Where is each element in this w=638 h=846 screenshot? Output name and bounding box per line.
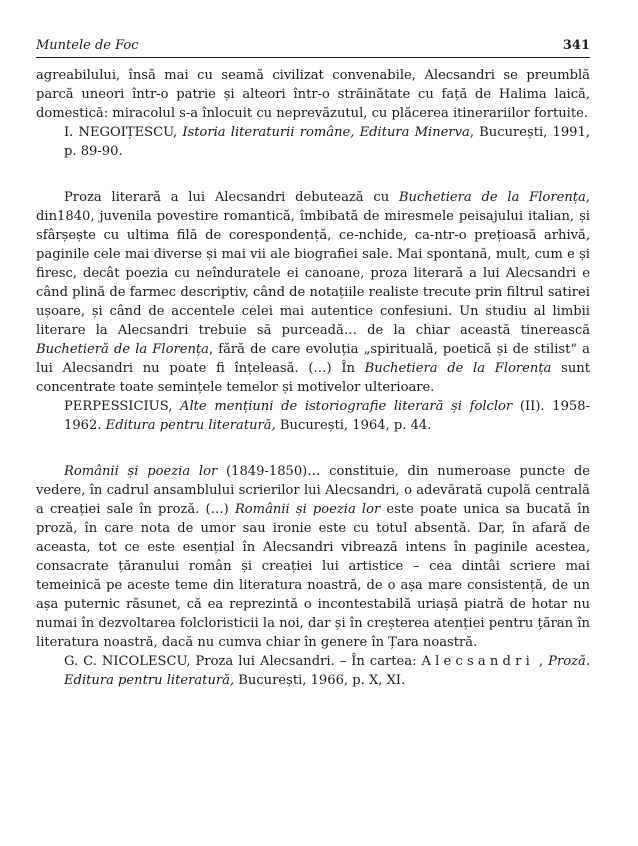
paragraph-text: sunt concentrate toate semințele temelor și motivelor ulterioare.	[36, 361, 590, 395]
book-title: Buchetiera de la Florența	[398, 190, 586, 205]
section-gap	[36, 161, 590, 188]
paragraph-text: Proza literară a lui Alecsandri debutează cu	[64, 190, 399, 205]
running-title: Muntele de Foc	[36, 38, 139, 53]
page	[36, 38, 590, 690]
section-gap	[36, 435, 590, 462]
page-number: 341	[562, 38, 590, 53]
citation-details: București, 1966, p. X, XI.	[234, 673, 406, 688]
paragraph-continuation	[36, 66, 590, 123]
citation-details: (II). 1958-1962.	[64, 399, 590, 433]
citation-publisher: Editura pentru literatură,	[64, 673, 235, 688]
citation-details: , București, 1991, p. 89-90.	[64, 125, 590, 159]
book-title: Buchetiera de la Florența	[364, 361, 552, 376]
paragraph-nicolescu	[36, 462, 590, 652]
citation-work: Alte mențiuni de istoriografie literară și folclor	[180, 399, 513, 414]
book-title: Românii și poezia lor	[64, 464, 218, 479]
paragraph-perpessicius	[36, 188, 590, 397]
book-title: Românii și poezia lor	[234, 502, 381, 517]
citation-perpessicius	[36, 397, 590, 435]
paragraph-text: agreabilului, însă mai cu seamă civilizat convenabile, Alecsandri se preumblă parcă uneori într-o patrie și alteori într-o străinătate cu față de Halima laică, domestică: miracolul s-a înlocuit cu neprevăzutul, cu plăcerea itinerariilor fortuite.	[36, 68, 590, 121]
citation-separator: ,	[533, 654, 549, 669]
citation-author: I. NEGOIȚESCU,	[64, 125, 183, 140]
citation-book: Proză	[548, 654, 586, 669]
paragraph-text: este poate unica sa bucată în proză, în care nota de umor sau ironie este cu totul absentă. Dar, în afară de aceasta, tot ce este esențial în Alecsandri vibrează intens în paginile acestea, consacrate țăranului român și creației lui artistice – cea dintâi scriere mai temeinică pe aceste teme din literatura noastră, de o așa mare consistență, de un așa puternic răsunet, că ea reprezintă o incontestabilă uriașă piatră de hotar nu numai în dezvoltarea folcloristicii la noi, dar și în creșterea atenției pentru țăran în literatura noastră, dacă nu cumva chiar în genere în Țara noastră.	[36, 502, 590, 650]
page-body	[36, 66, 590, 690]
paragraph-text: , din1840, juvenila povestire romantică, îmbibată de miresmele peisajului italian, și sfârșește cu ultima filă de corespondență, ce-nchide, ca-ntr-o prețioasă arhivă, paginile cele mai diverse și mai vii ale biografiei sale. Mai spontană, mult, cum e și firesc, decât poezia cu neînduratele ei canoane, proza literară a lui Alecsandri e când plină de farmec descriptiv, când de notațiile realiste trecute prin filtrul satirei ușoare, și când de accentele celei mai autentice confesiuni. Un studiu al limbii literare la Alecsandri trebuie să purceadă… de la chiar această tinerească	[36, 190, 590, 338]
citation-details: București, 1964, p. 44.	[275, 418, 432, 433]
running-header	[36, 38, 590, 58]
paragraph-text: (1849-1850)… constituie, din numeroase puncte de vedere, în cadrul ansamblului scrierilor lui Alecsandri, o adevărată cupolă centrală a creației sale în proză. (…)	[36, 464, 591, 517]
paragraph-text: , fără de care evoluția „spirituală, poetică și de stilist“ a lui Alecsandri nu poate fi înțeleasă. (…) În	[36, 342, 590, 376]
citation-publisher: Editura pentru literatură,	[105, 418, 276, 433]
citation-negoitescu	[36, 123, 590, 161]
citation-nicolescu	[36, 652, 590, 690]
citation-work: Istoria literaturii române, Editura Minerva	[182, 125, 470, 140]
citation-spaced-name: Alecsandri	[421, 654, 534, 669]
citation-author: G. C. NICOLESCU, Proza lui Alecsandri. – În cartea:	[64, 654, 422, 669]
book-title: Buchetieră de la Florența	[36, 342, 209, 357]
citation-author: PERPESSICIUS,	[64, 399, 181, 414]
citation-separator: .	[585, 654, 590, 669]
